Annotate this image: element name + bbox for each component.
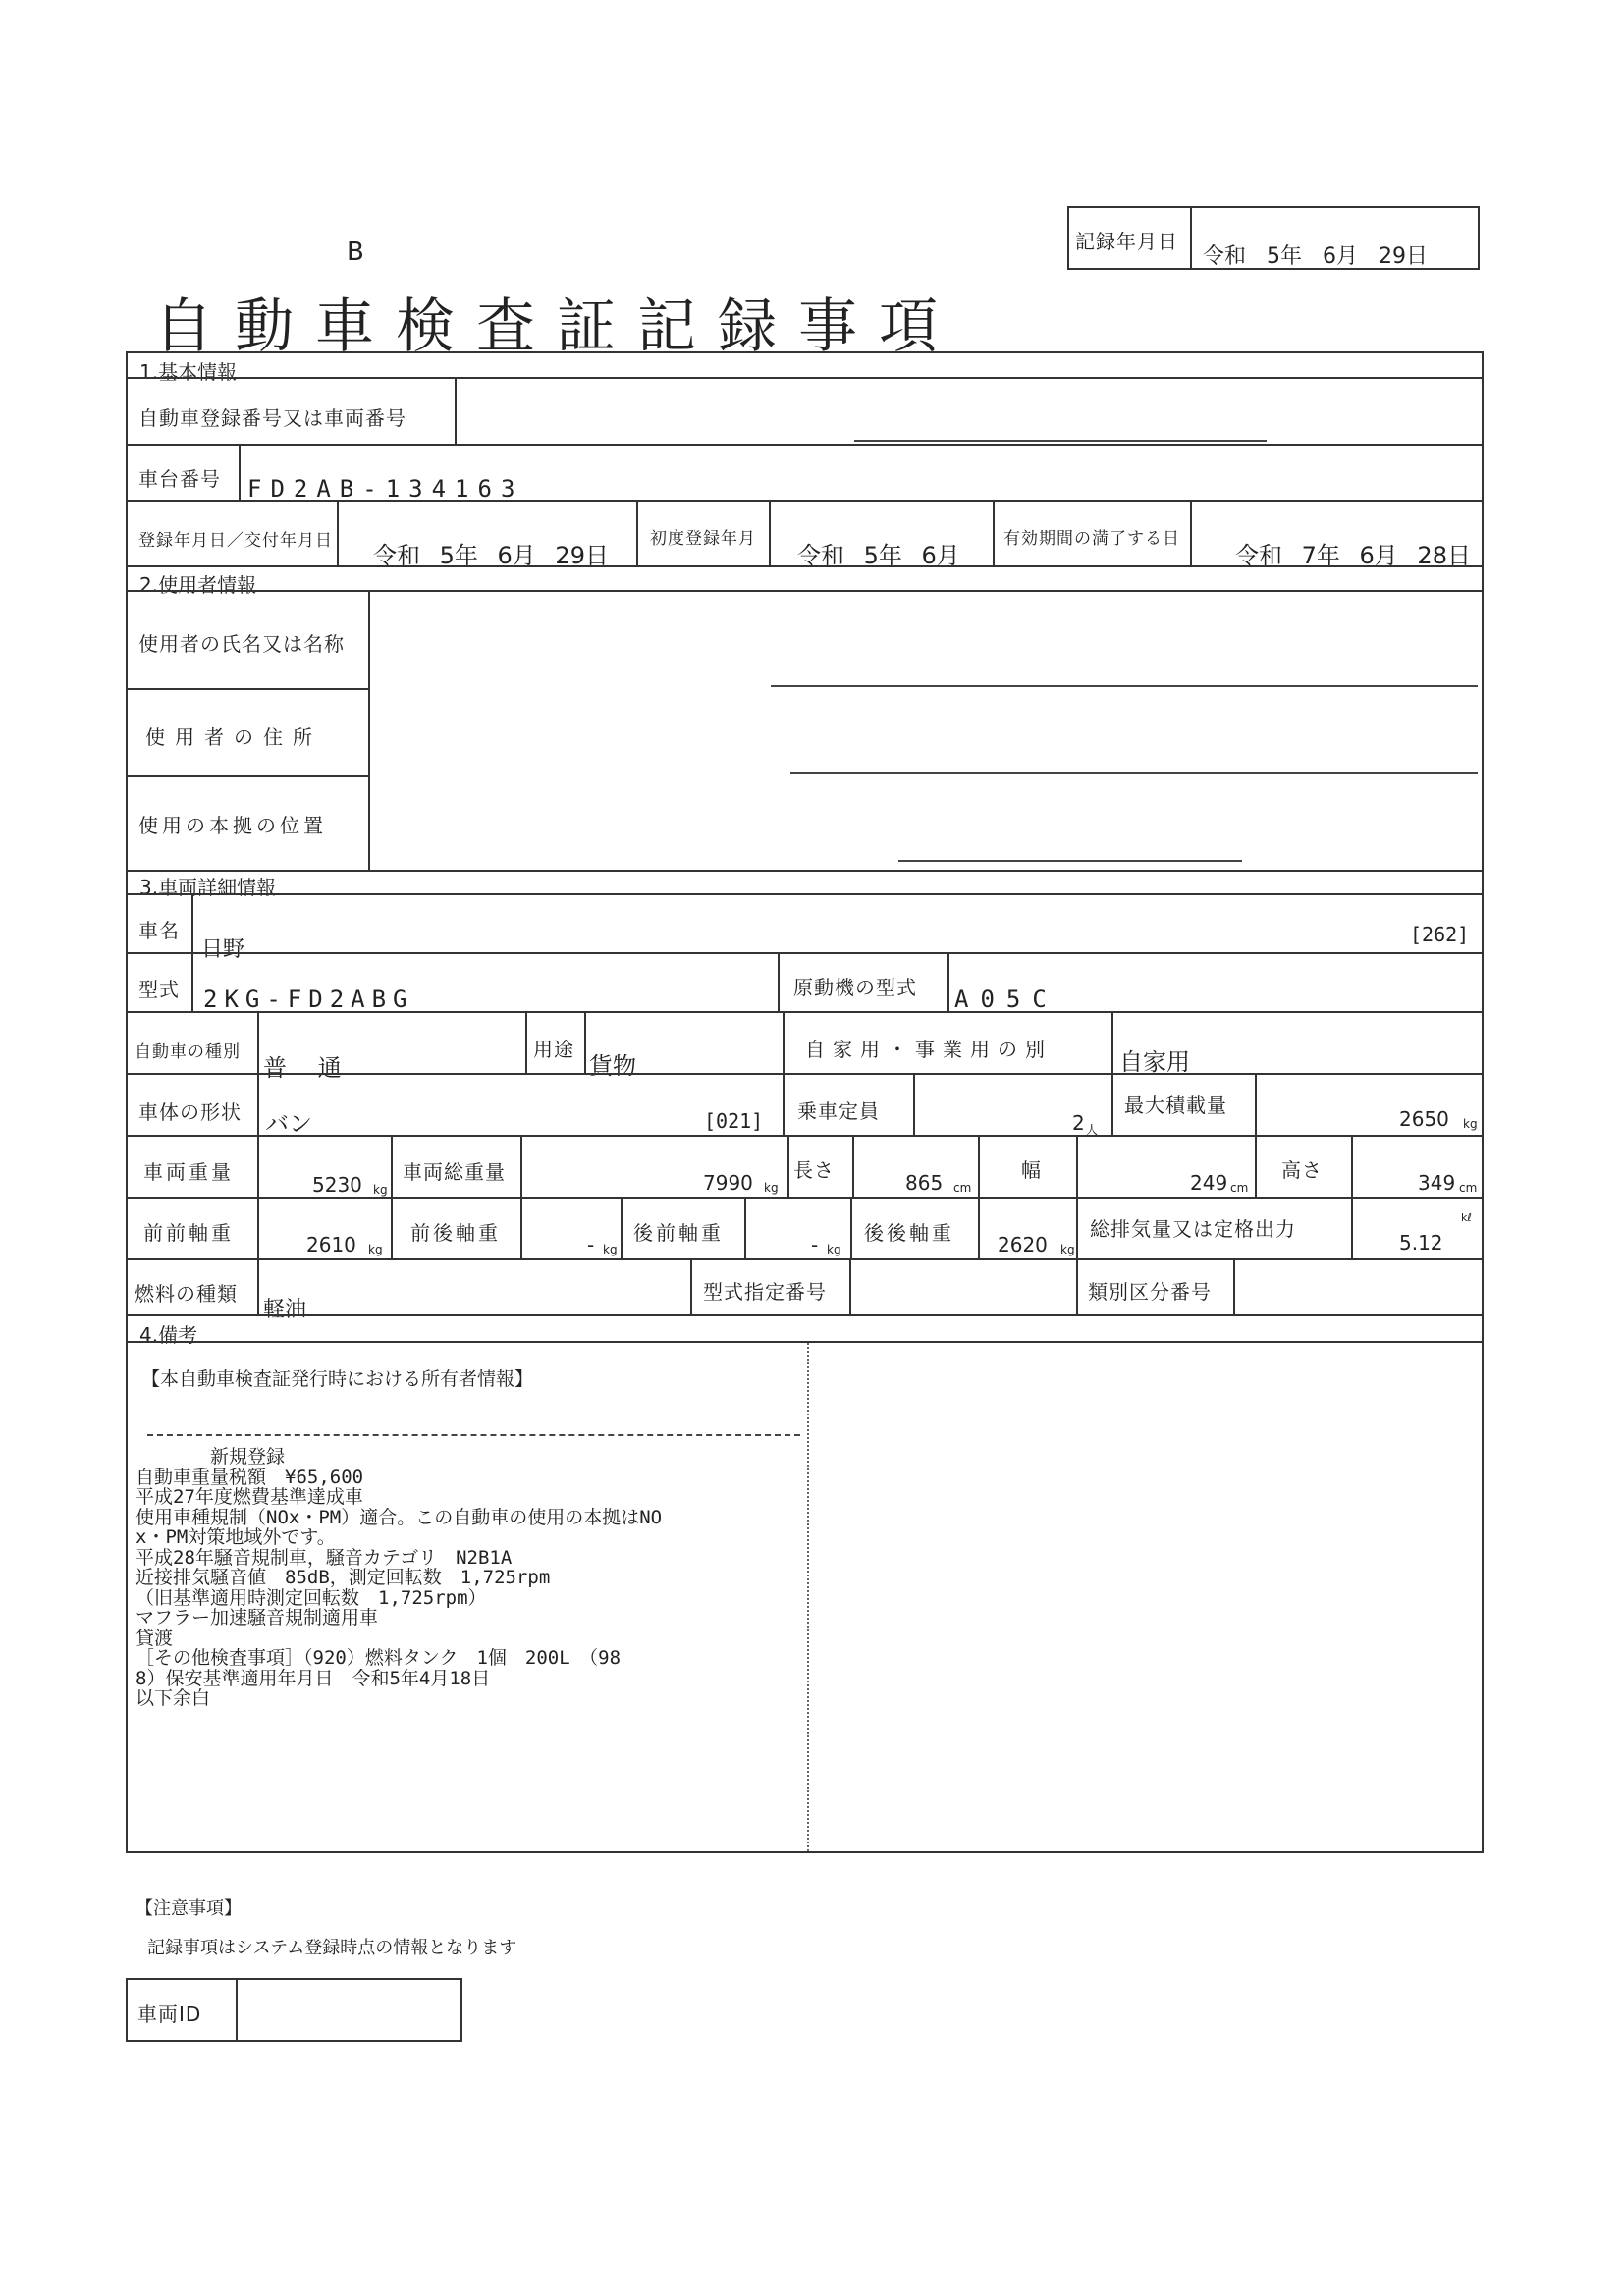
vehicle-weight-unit: kg	[373, 1183, 388, 1197]
expiry-value: 令和 7年 6月 28日	[1235, 542, 1471, 569]
section-user-title: 2.使用者情報	[139, 573, 257, 597]
redaction-line	[854, 440, 1267, 442]
displacement-unit: kℓ	[1461, 1211, 1472, 1224]
use-value: 貨物	[589, 1052, 636, 1080]
remarks-line: 8）保安基準適用年月日 令和5年4月18日	[135, 1667, 491, 1689]
base-location-label: 使用の本拠の位置	[138, 814, 327, 837]
length-value: 865	[905, 1171, 944, 1195]
private-business-label: 自家用・事業用の別	[805, 1038, 1053, 1061]
gross-weight-value: 7990	[703, 1171, 753, 1195]
section-remarks-title: 4.備考	[139, 1323, 198, 1347]
type-approval-label: 型式指定番号	[703, 1280, 827, 1304]
owner-info-heading: 【本自動車検査証発行時における所有者情報】	[141, 1368, 534, 1390]
model-value: 2KG-FD2ABG	[203, 986, 414, 1013]
body-shape-value: バン	[265, 1110, 312, 1138]
remarks-line: 平成27年度燃費基準達成車	[135, 1486, 363, 1508]
fuel-label: 燃料の種類	[135, 1282, 238, 1306]
model-label: 型式	[138, 978, 180, 1001]
fuel-value: 軽油	[263, 1298, 307, 1322]
height-value: 349	[1418, 1171, 1456, 1195]
ff-axle-value: 2610	[306, 1233, 356, 1256]
height-unit: cm	[1459, 1181, 1478, 1195]
remarks-divider	[807, 1343, 809, 1851]
use-label: 用途	[533, 1038, 574, 1061]
notice-text: 記録事項はシステム登録時点の情報となります	[147, 1938, 517, 1958]
capacity-label: 乗車定員	[797, 1099, 880, 1123]
max-load-label: 最大積載量	[1124, 1094, 1227, 1117]
redaction-line	[790, 772, 1478, 774]
length-label: 長さ	[793, 1158, 835, 1182]
vehicle-id-label: 車両ID	[137, 2002, 202, 2026]
fr-axle-label: 前後軸重	[410, 1221, 501, 1245]
ff-axle-label: 前前軸重	[143, 1221, 234, 1245]
gross-weight-label: 車両総重量	[403, 1160, 506, 1184]
engine-label: 原動機の型式	[793, 976, 917, 999]
remarks-line: 以下余白	[135, 1687, 211, 1709]
remarks-line: 自動車重量税額 ¥65,600	[135, 1466, 364, 1488]
reg-number-label: 自動車登録番号又は車両番号	[138, 406, 406, 430]
reg-date-label: 登録年月日／交付年月日	[138, 531, 333, 551]
record-date-label: 記録年月日	[1075, 230, 1178, 253]
remarks-line: 使用車種規制（NOx・PM）適合。この自動車の使用の本拠はNO	[135, 1506, 663, 1528]
vehicle-name-value: 日野	[201, 937, 245, 962]
rr-axle-label: 後後軸重	[864, 1221, 954, 1245]
max-load-value: 2650	[1399, 1107, 1449, 1131]
section-vehicle-title: 3.車両詳細情報	[139, 876, 277, 899]
reg-date-value: 令和 5年 6月 29日	[373, 542, 609, 569]
width-unit: cm	[1230, 1181, 1249, 1195]
vehicle-weight-value: 5230	[312, 1173, 362, 1197]
displacement-label: 総排気量又は定格出力	[1090, 1217, 1296, 1241]
body-shape-code: [021]	[704, 1109, 764, 1133]
height-label: 高さ	[1281, 1158, 1323, 1182]
private-business-value: 自家用	[1119, 1048, 1190, 1076]
category-label: 類別区分番号	[1088, 1280, 1212, 1304]
redaction-line	[898, 860, 1242, 862]
engine-value: A05C	[954, 986, 1058, 1013]
first-reg-label: 初度登録年月	[650, 529, 756, 549]
owner-info-dashed-line	[147, 1434, 800, 1436]
capacity-value: 2	[1072, 1111, 1085, 1135]
displacement-value: 5.12	[1399, 1231, 1443, 1255]
rf-axle-label: 後前軸重	[633, 1221, 724, 1245]
rf-axle-value: -	[811, 1233, 819, 1256]
fr-axle-value: -	[587, 1233, 595, 1256]
vehicle-weight-label: 車両重量	[143, 1160, 234, 1184]
user-address-label: 使用者の住所	[145, 725, 322, 749]
chassis-value: FD2AB-134163	[247, 475, 524, 503]
max-load-unit: kg	[1463, 1117, 1478, 1131]
vehicle-name-code: [262]	[1410, 923, 1470, 946]
rr-axle-unit: kg	[1060, 1243, 1075, 1256]
kind-label: 自動車の種別	[135, 1042, 241, 1062]
length-unit: cm	[953, 1181, 972, 1195]
remarks-line: マフラー加速騒音規制適用車	[135, 1607, 379, 1629]
notice-heading: 【注意事項】	[135, 1898, 242, 1919]
section-basic-title: 1.基本情報	[139, 360, 238, 384]
remarks-line: 新規登録	[135, 1446, 286, 1468]
expiry-label: 有効期間の満了する日	[1003, 529, 1180, 549]
remarks-line: 平成28年騒音規制車，騒音カテゴリ N2B1A	[135, 1546, 513, 1569]
chassis-label: 車台番号	[138, 467, 221, 491]
rf-axle-unit: kg	[827, 1243, 841, 1256]
user-name-label: 使用者の氏名又は名称	[138, 632, 345, 656]
remarks-line: ［その他検査事項］（920）燃料タンク 1個 200L （98	[135, 1647, 622, 1669]
vehicle-name-label: 車名	[138, 919, 180, 942]
rr-axle-value: 2620	[998, 1233, 1048, 1256]
form-letter: B	[347, 238, 364, 267]
ff-axle-unit: kg	[368, 1243, 383, 1256]
body-shape-label: 車体の形状	[138, 1100, 242, 1124]
width-label: 幅	[1021, 1158, 1042, 1182]
width-value: 249	[1190, 1171, 1228, 1195]
remarks-line: （旧基準適用時測定回転数 1,725rpm）	[135, 1586, 487, 1609]
redaction-line	[771, 685, 1478, 687]
remarks-text	[135, 1447, 803, 1709]
capacity-unit: 人	[1086, 1123, 1099, 1137]
remarks-line: 近接排気騒音値 85dB，測定回転数 1,725rpm	[135, 1567, 551, 1588]
fr-axle-unit: kg	[603, 1243, 618, 1256]
remarks-line: x・PM対策地域外です。	[135, 1526, 336, 1548]
first-reg-value: 令和 5年 6月	[797, 542, 960, 569]
document-title: 自動車検査証記録事項	[154, 293, 959, 361]
gross-weight-unit: kg	[764, 1181, 779, 1195]
remarks-line: 貸渡	[135, 1627, 174, 1649]
kind-value: 普 通	[263, 1054, 353, 1082]
record-date-value: 令和 5年 6月 29日	[1203, 244, 1428, 269]
